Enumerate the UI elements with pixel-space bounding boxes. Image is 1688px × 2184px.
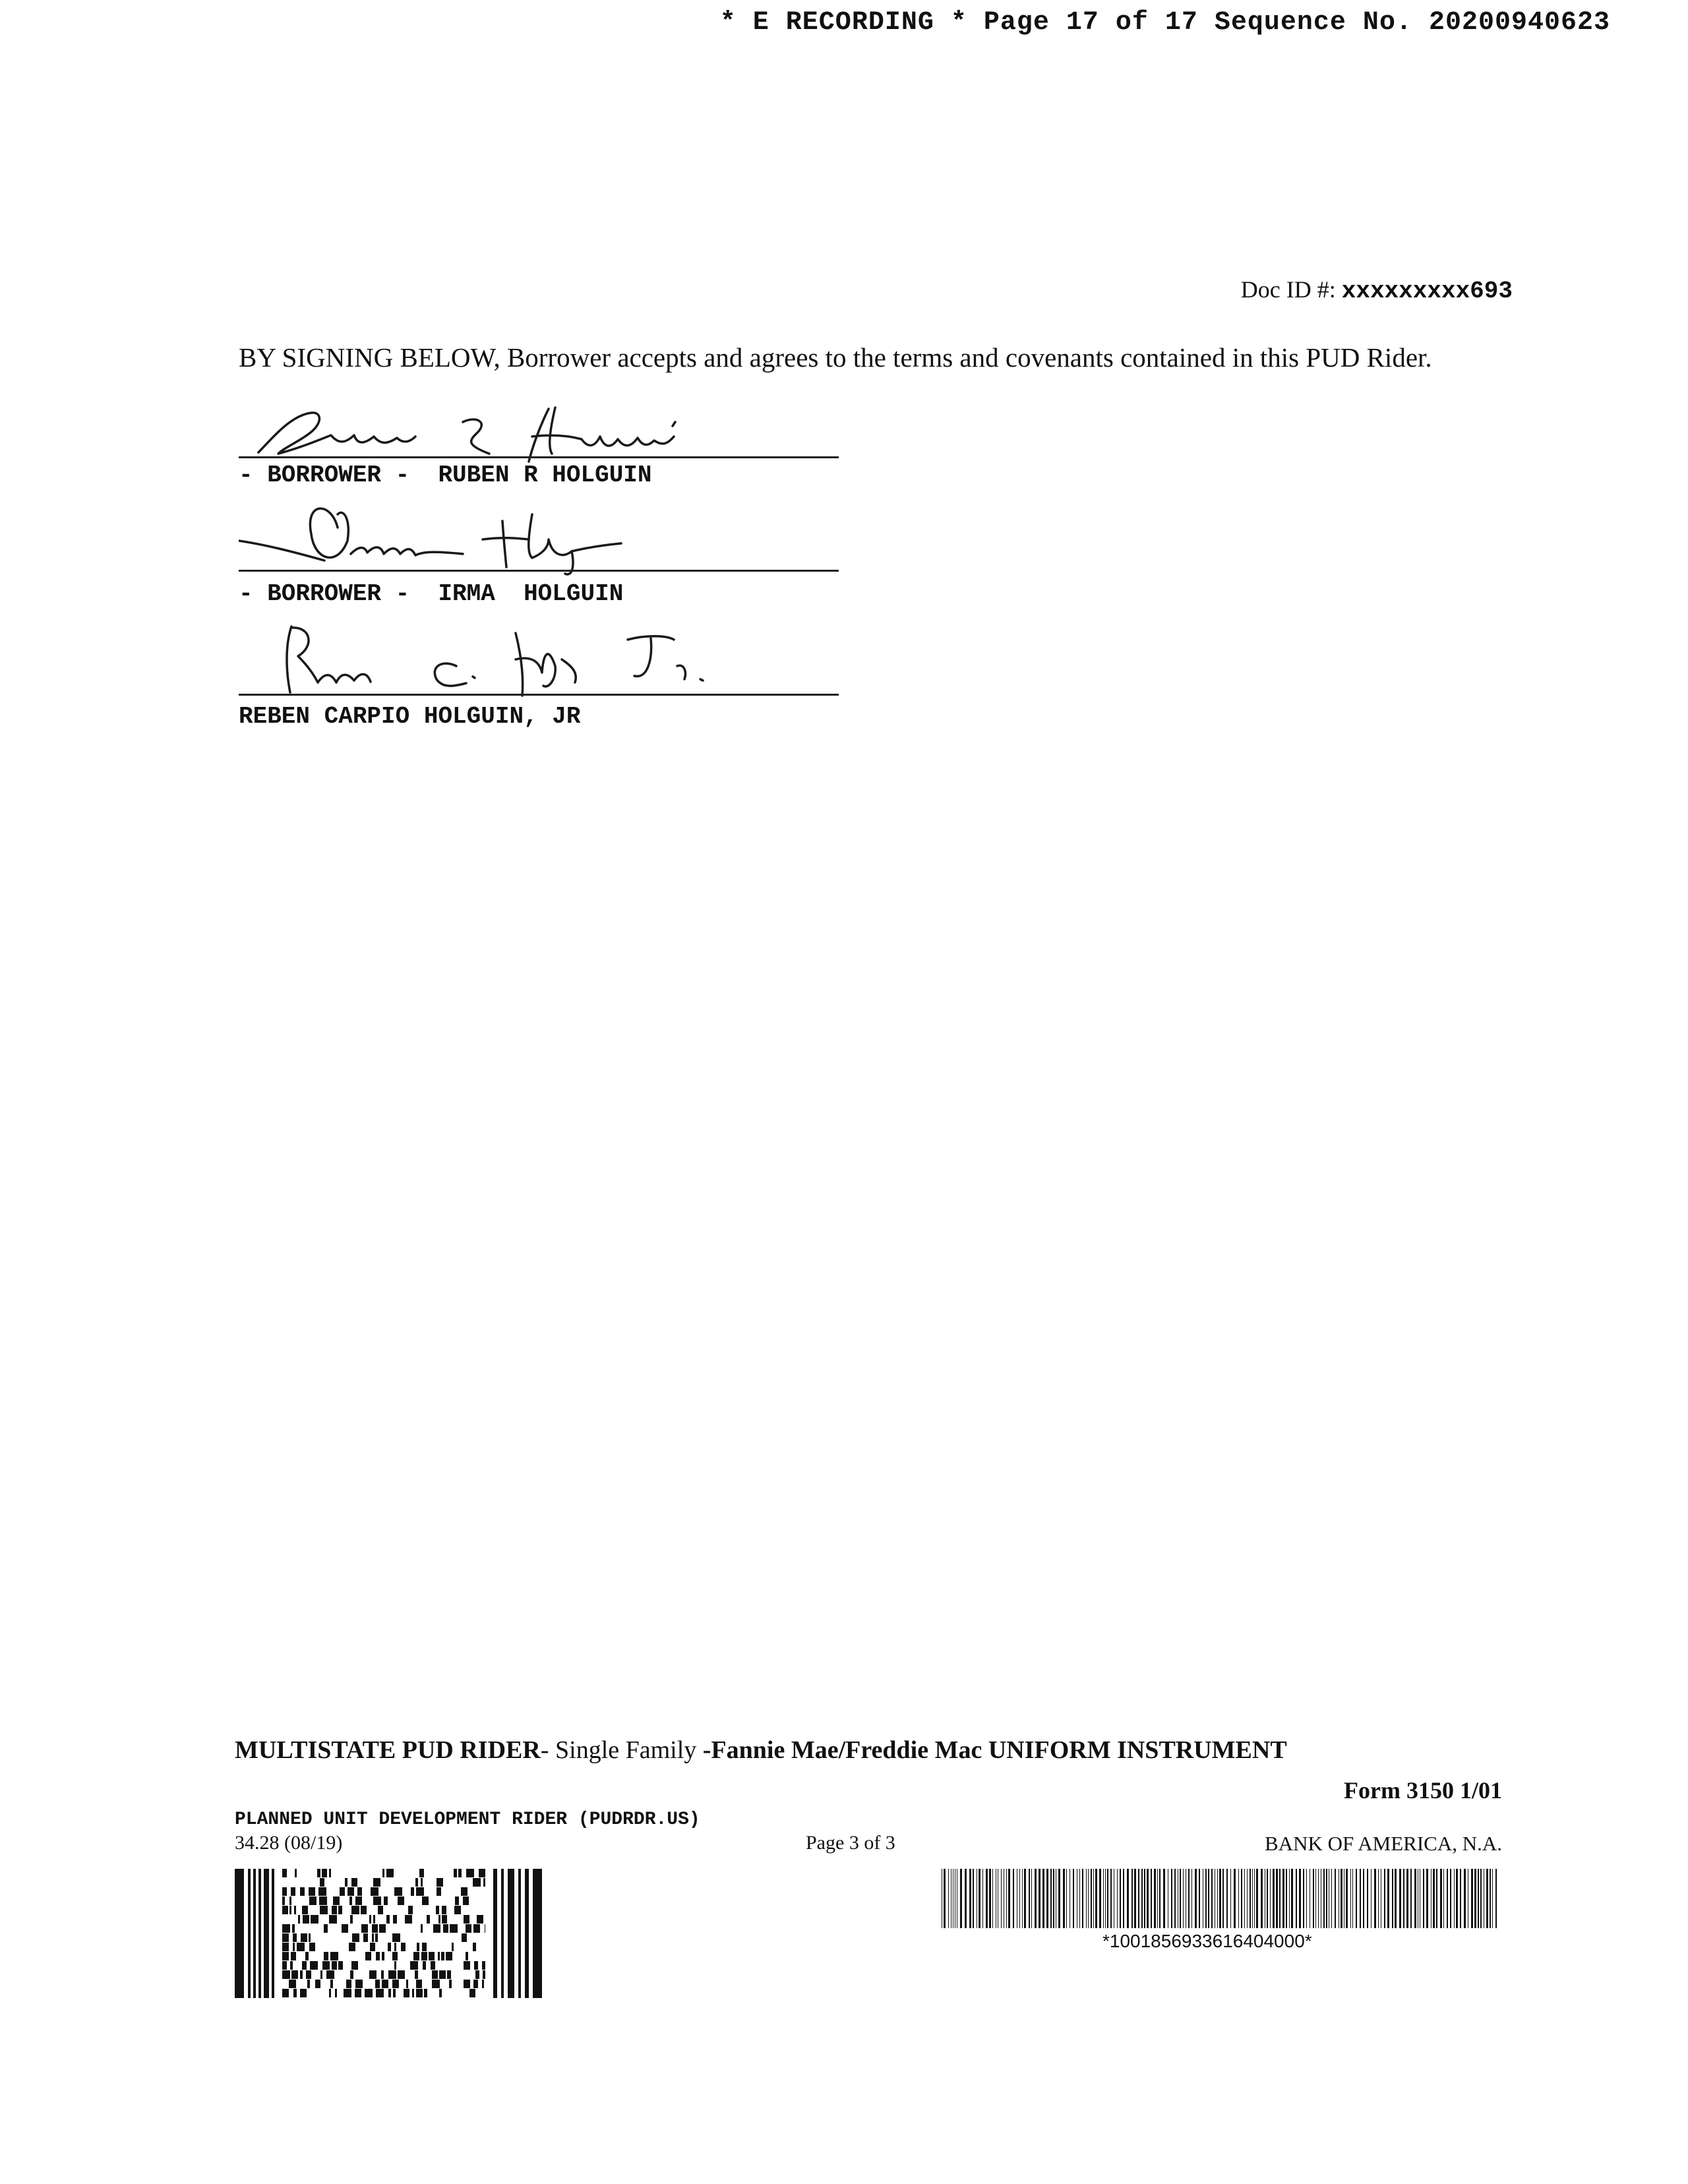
handwritten-signature-irma xyxy=(239,501,839,580)
signature-block-reben xyxy=(239,620,839,739)
linear-barcode xyxy=(942,1869,1502,1928)
signer-name-label: - BORROWER - IRMA HOLGUIN xyxy=(239,580,624,607)
page-number: Page 3 of 3 xyxy=(806,1832,895,1854)
form-title-part1: MULTISTATE PUD RIDER xyxy=(235,1736,541,1764)
doc-id-label: Doc ID #: xyxy=(1240,276,1342,303)
rider-code: PLANNED UNIT DEVELOPMENT RIDER (PUDRDR.US) xyxy=(235,1809,700,1830)
doc-id-value: xxxxxxxxx693 xyxy=(1341,278,1513,305)
agreement-statement: BY SIGNING BELOW, Borrower accepts and agrees to the terms and covenants contained in this PUD Rider. xyxy=(239,342,1432,373)
form-title-part2: - Single Family xyxy=(540,1736,703,1764)
handwritten-signature-reben xyxy=(239,620,839,699)
signature-line xyxy=(239,570,839,572)
lender-name: BANK OF AMERICA, N.A. xyxy=(1265,1832,1502,1855)
doc-id xyxy=(1241,276,1513,305)
signer-name-label: REBEN CARPIO HOLGUIN, JR xyxy=(239,703,581,730)
form-version: 34.28 (08/19) xyxy=(235,1832,343,1854)
barcode-number: *1001856933616404000* xyxy=(1102,1931,1312,1951)
form-title-part3: -Fannie Mae/Freddie Mac UNIFORM INSTRUMENT xyxy=(702,1736,1287,1764)
form-title xyxy=(235,1736,1287,1765)
form-number: Form 3150 1/01 xyxy=(1344,1777,1502,1804)
recording-header: * E RECORDING * Page 17 of 17 Sequence No. 20200940623 xyxy=(719,8,1610,38)
signature-block-ruben xyxy=(239,396,839,514)
pdf417-barcode xyxy=(235,1869,542,1998)
signature-block-irma xyxy=(239,501,839,620)
signature-line xyxy=(239,694,839,696)
signature-line xyxy=(239,456,839,458)
signer-name-label: - BORROWER - RUBEN R HOLGUIN xyxy=(239,462,652,489)
